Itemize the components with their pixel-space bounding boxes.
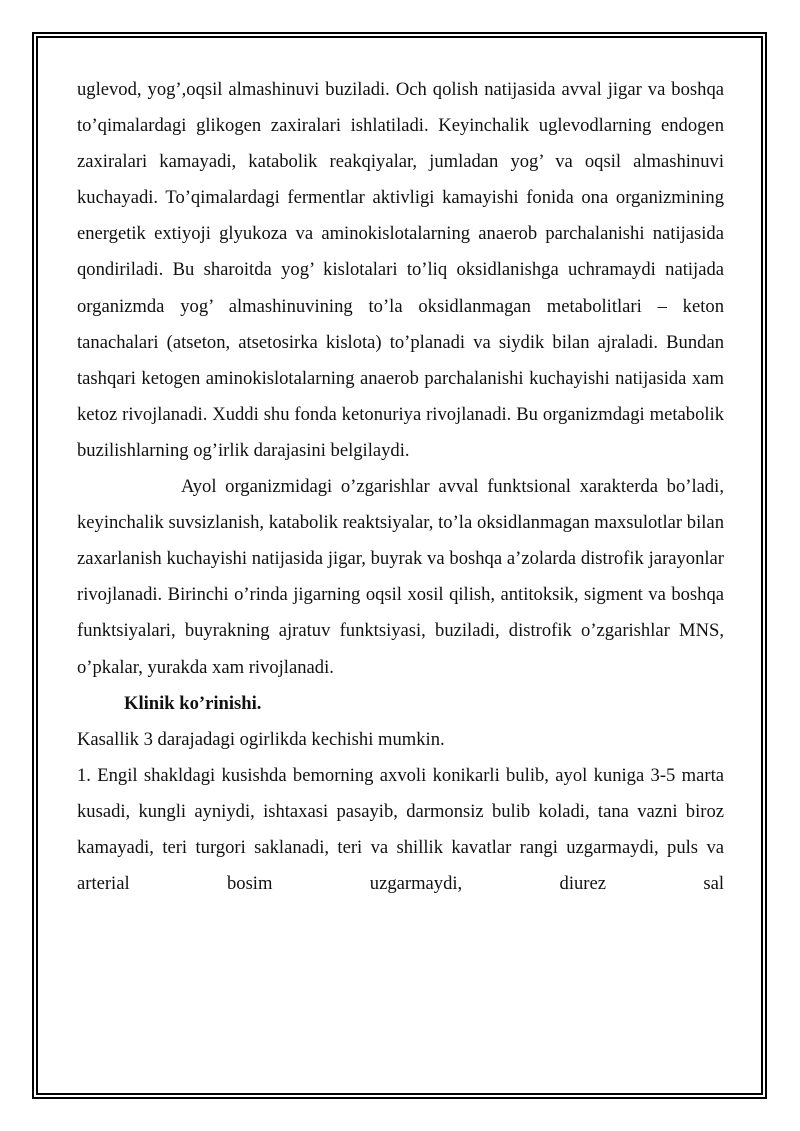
paragraph-metabolism: uglevod, yog’,oqsil almashinuvi buziladi. Och qolish natijasida avval jigar va boshqa to’qimalardagi glikogen zaxiralari ishlatiladi. Keyinchalik uglevodlarning endogen zaxiralari kamayadi, katabolik reakqiyalar, jumladan yog’ va oqsil almashinuvi kuchayadi. To’qimalardagi fermentlar aktivligi kamayishi fonida ona organizmining energetik extiyoji glyukoza va aminokislotalarning anaerob parchalanishi natijasida qondiriladi. Bu sharoitda yog’ kislotalari to’liq oksidlanishga uchramaydi natijada organizmda yog’ almashinuvining to’la oksidlanmagan metabolitlari – keton tanachalari (atseton, atsetosirka kislota) to’planadi va siydik bilan ajraladi. Bundan tashqari ketogen aminokislotalarning anaerob parchalanishi kuchayishi natijasida xam ketoz rivojlanadi. Xuddi shu fonda ketonuriya rivojlanadi. Bu organizmdagi metabolik buzilishlarning og’irlik darajasini belgilaydi. [77,79,724,461]
paragraph-organ-changes: Ayol organizmidagi o’zgarishlar avval funktsional xarakterda bo’ladi, keyinchalik suvsizlanish, katabolik reaktsiyalar, to’la oksidlanmagan maxsulotlar bilan zaxarlanish kuchayishi natijasida jigar, buyrak va boshqa a’zolarda distrofik jarayonlar rivojlanadi. Birinchi o’rinda jigarning oqsil xosil qilish, antitoksik, sigment va boshqa funktsiyalari, buyrakning ajratuv funktsiyasi, buziladi, distrofik o’zgarishlar MNS, o’pkalar, yurakda xam rivojlanadi. [77,476,724,678]
paragraph-severity-intro: Kasallik 3 darajadagi ogirlikda kechishi mumkin. [77,728,445,750]
paragraph-mild-form: 1. Engil shakldagi kusishda bemorning axvoli konikarli bulib, ayol kuniga 3-5 marta kusadi, kungli ayniydi, ishtaxasi pasayib, darmonsiz bulib koladi, tana vazni biroz kamayadi, teri turgori saklanadi, teri va shillik kavatlar rangi uzgarmaydi, puls va arterial bosim uzgarmaydi, diurez sal [77,764,724,895]
document-body [77,72,724,902]
section-heading-clinical-picture: Klinik ko’rinishi. [124,692,262,714]
